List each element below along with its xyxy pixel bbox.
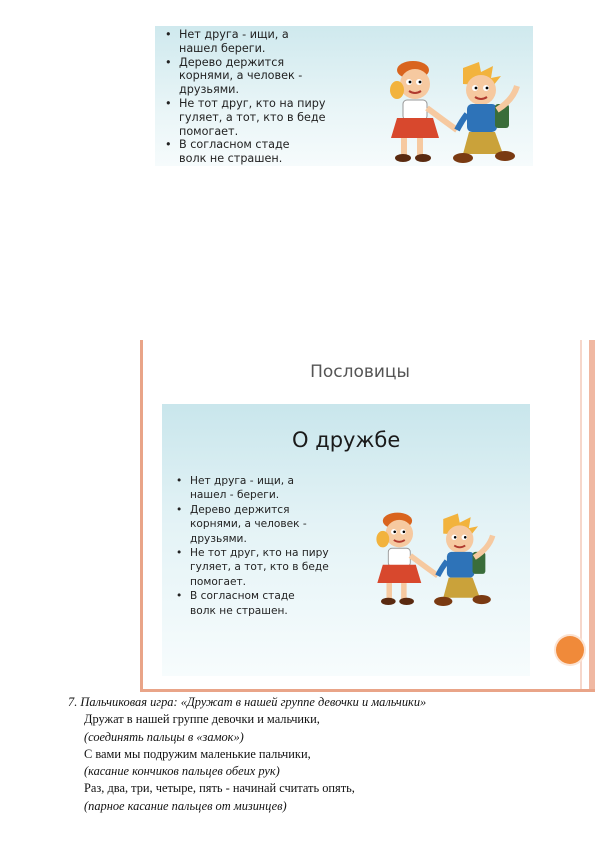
proverb-text: • Не тот друг, кто на пиру гуляет, а тот, кто в беде помогает. [179, 96, 326, 138]
proverb-text: • Нет друга - ищи, а нашел - береги. [190, 475, 294, 502]
inner-slide [162, 404, 530, 676]
children-illustration [383, 60, 525, 166]
slide-frame-border [140, 340, 143, 692]
top-proverb-list [161, 28, 361, 166]
verse-line: Раз, два, три, четыре, пять - начинай считать опять, [84, 781, 355, 796]
verse-line: С вами мы подружим маленькие пальчики, [84, 746, 311, 761]
slide-header: Пословицы [310, 362, 410, 382]
instruction-line: (парное касание пальцев от мизинцев) [84, 798, 287, 813]
proverb-text: • Не тот друг, кто на пиру гуляет, а тот, кто в беде помогает. [190, 547, 329, 588]
children-illustration [370, 510, 500, 614]
proverb-item [161, 28, 361, 56]
proverb-text: • В согласном стаде волк не страшен. [190, 590, 295, 617]
proverb-item [161, 56, 361, 97]
proverb-text: • Нет друга - ищи, а нашел береги. [179, 28, 289, 55]
top-slide-fragment [155, 26, 533, 166]
proverb-text: • В согласном стаде волк не страшен. [179, 138, 290, 166]
verse-line: Дружат в нашей группе девочки и мальчики, [84, 712, 320, 727]
proverb-item [172, 474, 352, 503]
presentation-slide [140, 340, 595, 692]
slide-decoration-circle [556, 636, 584, 664]
instruction-line: (касание кончиков пальцев обеих рук) [84, 764, 280, 779]
proverb-item [172, 546, 352, 589]
proverb-text: • Дерево держится корнями, а человек - друзьями. [179, 55, 303, 97]
slide-frame-border [589, 340, 595, 692]
finger-game-section [68, 694, 568, 815]
proverb-item [172, 589, 352, 618]
proverb-item [172, 503, 352, 546]
slide-frame-border [140, 689, 595, 692]
section-heading: 7. Пальчиковая игра: «Дружат в нашей группе девочки и мальчики» [68, 695, 427, 709]
proverb-list [172, 474, 352, 618]
proverb-item [161, 97, 361, 138]
inner-slide-title: О дружбе [292, 428, 401, 452]
slide-frame-border [580, 340, 582, 692]
proverb-text: • Дерево держится корнями, а человек - друзьями. [190, 503, 307, 545]
instruction-line: (соединять пальцы в «замок») [84, 729, 244, 744]
proverb-item [161, 138, 361, 166]
